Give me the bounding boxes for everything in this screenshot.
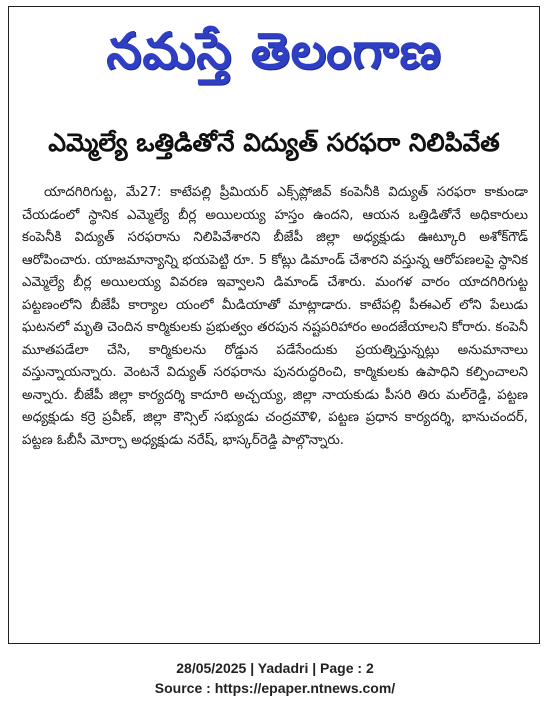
source-link[interactable]: Source : https://epaper.ntnews.com/ [154, 680, 396, 696]
article-headline: ఎమ్మెల్యే ఒత్తిడితోనే విద్యుత్ సరఫరా నిలిపివేత [48, 128, 500, 157]
article-paragraph: యాదగిరిగుట్ట, మే27: కాటేపల్లి ప్రీమియర్ ఎక్స్‌ప్లోజివ్ కంపెనీకి విద్యుత్ సరఫరా కాకుండా చేయడంలో స్థానిక ఎమ్మెల్యే బీర్ల అయిలయ్య హస్తం ఉందని, ఆయన ఒత్తిడితోనే అధికారులు కంపెనీకి విద్యుత్ సరఫరాను నిలిపివేశారని బీజేపీ జిల్లా అధ్యక్షుడు ఊట్కూరి అశోక్‌గౌడ్ ఆరోపించారు. యాజమాన్యాన్ని భయపెట్టి రూ. 5 కోట్లు డిమాండ్ చేశారని వస్తున్న ఆరోపణలపై స్థానిక ఎమ్మెల్యే బీర్ల అయిలయ్య వివరణ ఇవ్వాలని డిమాండ్ చేశారు. మంగళ వారం యాదగిరిగుట్ట పట్టణంలోని బీజేపీ కార్యాల యంలో మీడియాతో మాట్లాడారు. కాటేపల్లి పీఈఎల్ లోని పేలుడు ఘటనలో మృతి చెందిన కార్మికులకు ప్రభుత్వం తరపున నష్టపరిహారం అందజేయాలని కోరారు. కంపెనీ మూతపడేలా చేసి, కార్మికులను రోడ్డున పడేసేందుకు ప్రయత్నిస్తున్నట్లు అనుమానాలు వస్తున్నాయన్నారు. వెంటనే విద్యుత్ సరఫరాను పునరుద్ధరించి, కార్మికులకు ఉపాధిని కల్పించాలని అన్నారు. బీజేపీ జిల్లా కార్యదర్శి కాదూరి అచ్చయ్య, జిల్లా నాయకుడు పీసరి తిరు మల్‌రెడ్డి, పట్టణ అధ్యక్షుడు కర్రె ప్రవీణ్, జిల్లా కౌన్సిల్ సభ్యుడు చంద్రమౌళి, పట్టణ ప్రధాన కార్యదర్శి, భానుచందర్, పట్టణ ఓబీసీ మోర్చా అధ్యక్షుడు నరేష్, భాస్కర్‌రెడ్డి పాల్గొన్నారు. [22, 185, 528, 448]
clipping-frame [8, 6, 540, 644]
clipping-footer [0, 658, 550, 698]
newspaper-masthead: నమస్తే తెలంగాణ [106, 22, 442, 80]
edition-info: 28/05/2025 | Yadadri | Page : 2 [176, 660, 374, 676]
article-body [22, 182, 528, 627]
